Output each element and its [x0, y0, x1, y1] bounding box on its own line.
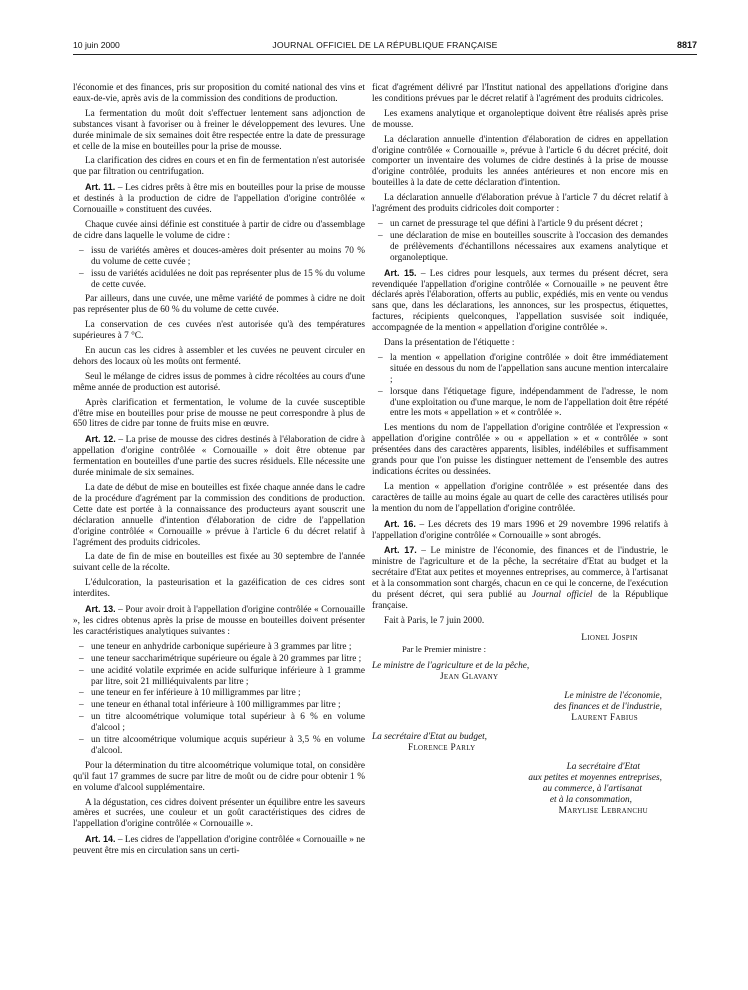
pme-secretary-title-3: au commerce, à l'artisanat	[542, 783, 642, 794]
list-item: – la mention « appellation d'origine contrôlée » doit être immédiatement située en dessous du nom de l'appellation sans aucune mention intercalaire ;	[390, 353, 668, 386]
article-11	[73, 182, 365, 216]
article-text: – Les cidres de l'appellation d'origine contrôlée « Cornouaille » ne peuvent être mis en circulation sans un certi-	[73, 835, 365, 857]
list-item: – issu de variétés acidulées ne doit pas représenter plus de 15 % du volume de cette cuvée.	[91, 269, 365, 291]
pme-secretary-title-1: La secrétaire d'Etat	[566, 761, 640, 772]
fait-a-paris: Fait à Paris, le 7 juin 2000.	[384, 615, 485, 626]
paragraph: La déclaration annuelle d'intention d'élaboration de cidres en appellation d'origine contrôlée « Cornouaille », prévue à l'article 6 du décret précité, doit comporter un inventaire des volumes de cidre destinés à la prise de mousse d'origine contrôlée, produits les années antérieures et non encore mis en bouteilles à la date de cette déclaration d'intention.	[372, 134, 668, 189]
list-item: – lorsque dans l'étiquetage figure, indépendamment de l'adresse, le nom d'une exploitation ou d'une marque, le nom de l'appellation doit être répété entre les mots « appellation » et « contrôlée ».	[390, 387, 668, 420]
budget-secretary-title: La secrétaire d'Etat au budget,	[372, 731, 487, 742]
article-text: de la République française.	[372, 590, 668, 611]
paragraph: La fermentation du moût doit s'effectuer lentement sans adjonction de substances visant à favoriser ou à freiner le développement des levures. Une durée minimale de six semaines doit être respectée entre la date de pressurage et celle de la mise en bouteilles pour la prise de mousse.	[73, 108, 365, 152]
paragraph: Chaque cuvée ainsi définie est constituée à partir de cidre ou d'assemblage de cidre dans laquelle le volume de cidre :	[73, 219, 365, 241]
paragraph: La conservation de ces cuvées n'est autorisée qu'à des températures supérieures à 7 °C.	[73, 320, 365, 342]
list-item: – une teneur en éthanal total inférieure à 100 milligrammes par litre ;	[91, 700, 365, 711]
list-item: – une teneur en fer inférieure à 10 milligrammes par litre ;	[91, 688, 365, 699]
list	[372, 219, 668, 264]
article-text: – Les décrets des 19 mars 1996 et 29 novembre 1996 relatifs à l'appellation d'origine contrôlée « Cornouaille » sont abrogés.	[372, 519, 668, 541]
paragraph: Les examens analytique et organoleptique doivent être réalisés après prise de mousse.	[372, 108, 668, 130]
article-14	[73, 834, 365, 857]
paragraph: La déclaration annuelle d'élaboration prévue à l'article 7 du décret relatif à l'agrément des produits cidricoles doit comporter :	[372, 193, 668, 215]
paragraph: Dans la présentation de l'étiquette :	[384, 338, 515, 349]
pme-secretary-title-4: et à la consommation,	[549, 794, 632, 805]
paragraph: l'économie et des finances, pris sur proposition du comité national des vins et eaux-de-vie, après avis de la commission des conditions de production.	[73, 83, 365, 104]
header-title: JOURNAL OFFICIEL DE LA RÉPUBLIQUE FRANÇAISE	[272, 40, 498, 50]
signature-block	[372, 633, 668, 817]
article-16	[372, 519, 668, 542]
list-item: – une teneur en anhydride carbonique supérieure à 3 grammes par litre ;	[91, 642, 365, 653]
economy-minister-title-1: Le ministre de l'économie,	[564, 690, 662, 701]
paragraph: Après clarification et fermentation, le volume de la cuvée susceptible d'être mise en bouteilles pour prise de mousse ne peut correspondre à plus de 650 litres de cidre par tonne de fruits mise en œuvre.	[73, 397, 365, 430]
article-label: Art. 12.	[85, 434, 116, 445]
journal-officiel-text: Journal officiel	[532, 590, 593, 601]
par-le-premier-ministre: Par le Premier ministre :	[402, 643, 487, 654]
header-rule	[73, 54, 697, 55]
paragraph: L'édulcoration, la pasteurisation et la gazéification de ces cidres sont interdites.	[73, 578, 365, 600]
right-column	[372, 83, 668, 817]
list-item: – issu de variétés amères et douces-amères doit présenter au moins 70 % du volume de cette cuvée ;	[91, 246, 365, 268]
article-label: Art. 15.	[384, 267, 417, 278]
pme-secretary-title-2: aux petites et moyennes entreprises,	[528, 772, 662, 783]
paragraph: Pour la détermination du titre alcoométrique volumique total, on considère qu'il faut 17 grammes de sucre par litre de moût ou de cidre pour obtenir 1 % en volume d'alcool supplémentaire.	[73, 760, 365, 793]
paragraph: A la dégustation, ces cidres doivent présenter un équilibre entre les saveurs amères et sucrées, une couleur et un goût caractéristiques des cidres de l'appellation d'origine contrôlée « Cornouaille ».	[73, 797, 365, 830]
article-text: – Pour avoir droit à l'appellation d'origine contrôlée « Cornouaille », les cidres obtenus après la prise de mousse en bouteilles doivent présenter les caractéristiques analytiques suivantes :	[73, 605, 365, 637]
article-label: Art. 14.	[85, 834, 116, 845]
pme-secretary-name: Marylise Lebranchu	[558, 805, 648, 816]
article-text: – Les cidres pour lesquels, aux termes du présent décret, sera revendiquée l'appellation d'origine contrôlée « Cornouaille » ne peuvent être déclarés après l'élaboration, offerts au public, expédiés, mis en vente ou vendus sans que, dans les déclarations, les annonces, sur les prospectus, étiquettes, factures, récipients quelconques, l'appellation susvisée soit indiquée, accompagnée de la mention « appellation d'origine contrôlée ».	[372, 268, 668, 334]
list-item: – une déclaration de mise en bouteilles souscrite à l'occasion des demandes de prélèvements d'échantillons nécessaires aux examens analytique et organoleptique.	[390, 231, 668, 264]
article-text: – Les cidres prêts à être mis en bouteilles pour la prise de mousse et destinés à la production de cidre de l'appellation d'origine contrôlée « Cornouaille » constituent des cuvées.	[73, 183, 365, 216]
article-label: Art. 11.	[85, 182, 116, 193]
list-item: – une teneur saccharimétrique supérieure ou égale à 20 grammes par litre ;	[91, 654, 365, 665]
paragraph: ficat d'agrément délivré par l'Institut national des appellations d'origine dans les conditions prévues par le décret relatif à l'agrément des produits cidricoles.	[372, 83, 668, 104]
list	[73, 642, 365, 757]
article-text: – Le ministre de l'économie, des finances et de l'industrie, le ministre de l'agriculture et de la pêche, la secrétaire d'Etat au budget et la secrétaire d'Etat aux petites et moyennes entreprises, au commerce, à l'artisanat et à la consommation sont chargés, chacun en ce qui le concerne, de l'exécution du présent décret, qui sera publié au	[372, 546, 668, 601]
list	[372, 353, 668, 419]
article-12	[73, 434, 365, 479]
list-item: – un titre alcoométrique volumique total supérieur à 6 % en volume d'alcool ;	[91, 712, 365, 734]
paragraph: La mention « appellation d'origine contrôlée » est présentée dans des caractères de taille au moins égale au quart de celle des caractères utilisés pour la mention du nom de l'appellation d'origine contrôlée.	[372, 481, 668, 514]
article-label: Art. 17.	[384, 545, 417, 556]
economy-minister-name: Laurent Fabius	[571, 712, 638, 723]
article-13	[73, 604, 365, 638]
list-item: – un titre alcoométrique volumique acquis supérieur à 3,5 % en volume d'alcool.	[91, 735, 365, 757]
paragraph: La date de fin de mise en bouteilles est fixée au 30 septembre de l'année suivant celle de la récolte.	[73, 552, 365, 574]
list-item: – un carnet de pressurage tel que défini à l'article 9 du présent décret ;	[390, 219, 668, 230]
list-item: – une acidité volatile exprimée en acide sulfurique inférieure à 1 gramme par litre, soit 21 milliéquivalents par litre ;	[91, 666, 365, 688]
economy-minister-title-2: des finances et de l'industrie,	[553, 701, 662, 712]
paragraph: La date de début de mise en bouteilles est fixée chaque année dans le cadre de la procédure d'agrément par la commission des conditions de production. Cette date est portée à la connaissance des producteurs ayant souscrit une déclaration annuelle d'intention d'élaboration de cidre de l'appellation d'origine contrôlée « Cornouaille » prévue à l'article 6 du décret relatif à l'agrément des produits cidricoles.	[73, 483, 365, 548]
article-label: Art. 16.	[384, 518, 416, 529]
agriculture-minister-name: Jean Glavany	[440, 671, 499, 682]
paragraph: Les mentions du nom de l'appellation d'origine contrôlée et l'expression « appellation d'origine contrôlée » ou « appellation » et « contrôlée » sont présentées dans des caractères apparents, lisibles, indélébiles et suffisamment grands pour que l'on puisse les distinguer nettement de l'ensemble des autres indications écrites ou dessinées.	[372, 423, 668, 477]
paragraph: La clarification des cidres en cours et en fin de fermentation n'est autorisée que par filtration ou centrifugation.	[73, 156, 365, 178]
prime-minister-name: Lionel Jospin	[581, 632, 638, 643]
paragraph: En aucun cas les cidres à assembler et les cuvées ne peuvent circuler en dehors des locaux où les moûts ont fermenté.	[73, 346, 365, 367]
article-17	[372, 545, 668, 611]
left-column	[73, 83, 365, 861]
paragraph: Par ailleurs, dans une cuvée, une même variété de pommes à cidre ne doit pas représenter plus de 60 % du volume de cette cuvée.	[73, 294, 365, 316]
article-text: – La prise de mousse des cidres destinés à l'élaboration de cidre à appellation d'origine contrôlée « Cornouaille » doit être obtenue par fermentation en bouteilles d'une partie des sucres résiduels. Elle nécessite une durée minimale de six semaines.	[73, 435, 365, 479]
agriculture-minister-title: Le ministre de l'agriculture et de la pêche,	[372, 660, 530, 671]
article-15	[372, 268, 668, 334]
article-label: Art. 13.	[85, 604, 116, 615]
paragraph: Seul le mélange de cidres issus de pommes à cidre récoltées au cours d'une même année de production est autorisé.	[73, 371, 365, 393]
header-date: 10 juin 2000	[73, 40, 120, 50]
budget-secretary-name: Florence Parly	[408, 742, 476, 753]
list	[73, 246, 365, 291]
page-number: 8817	[676, 40, 697, 50]
